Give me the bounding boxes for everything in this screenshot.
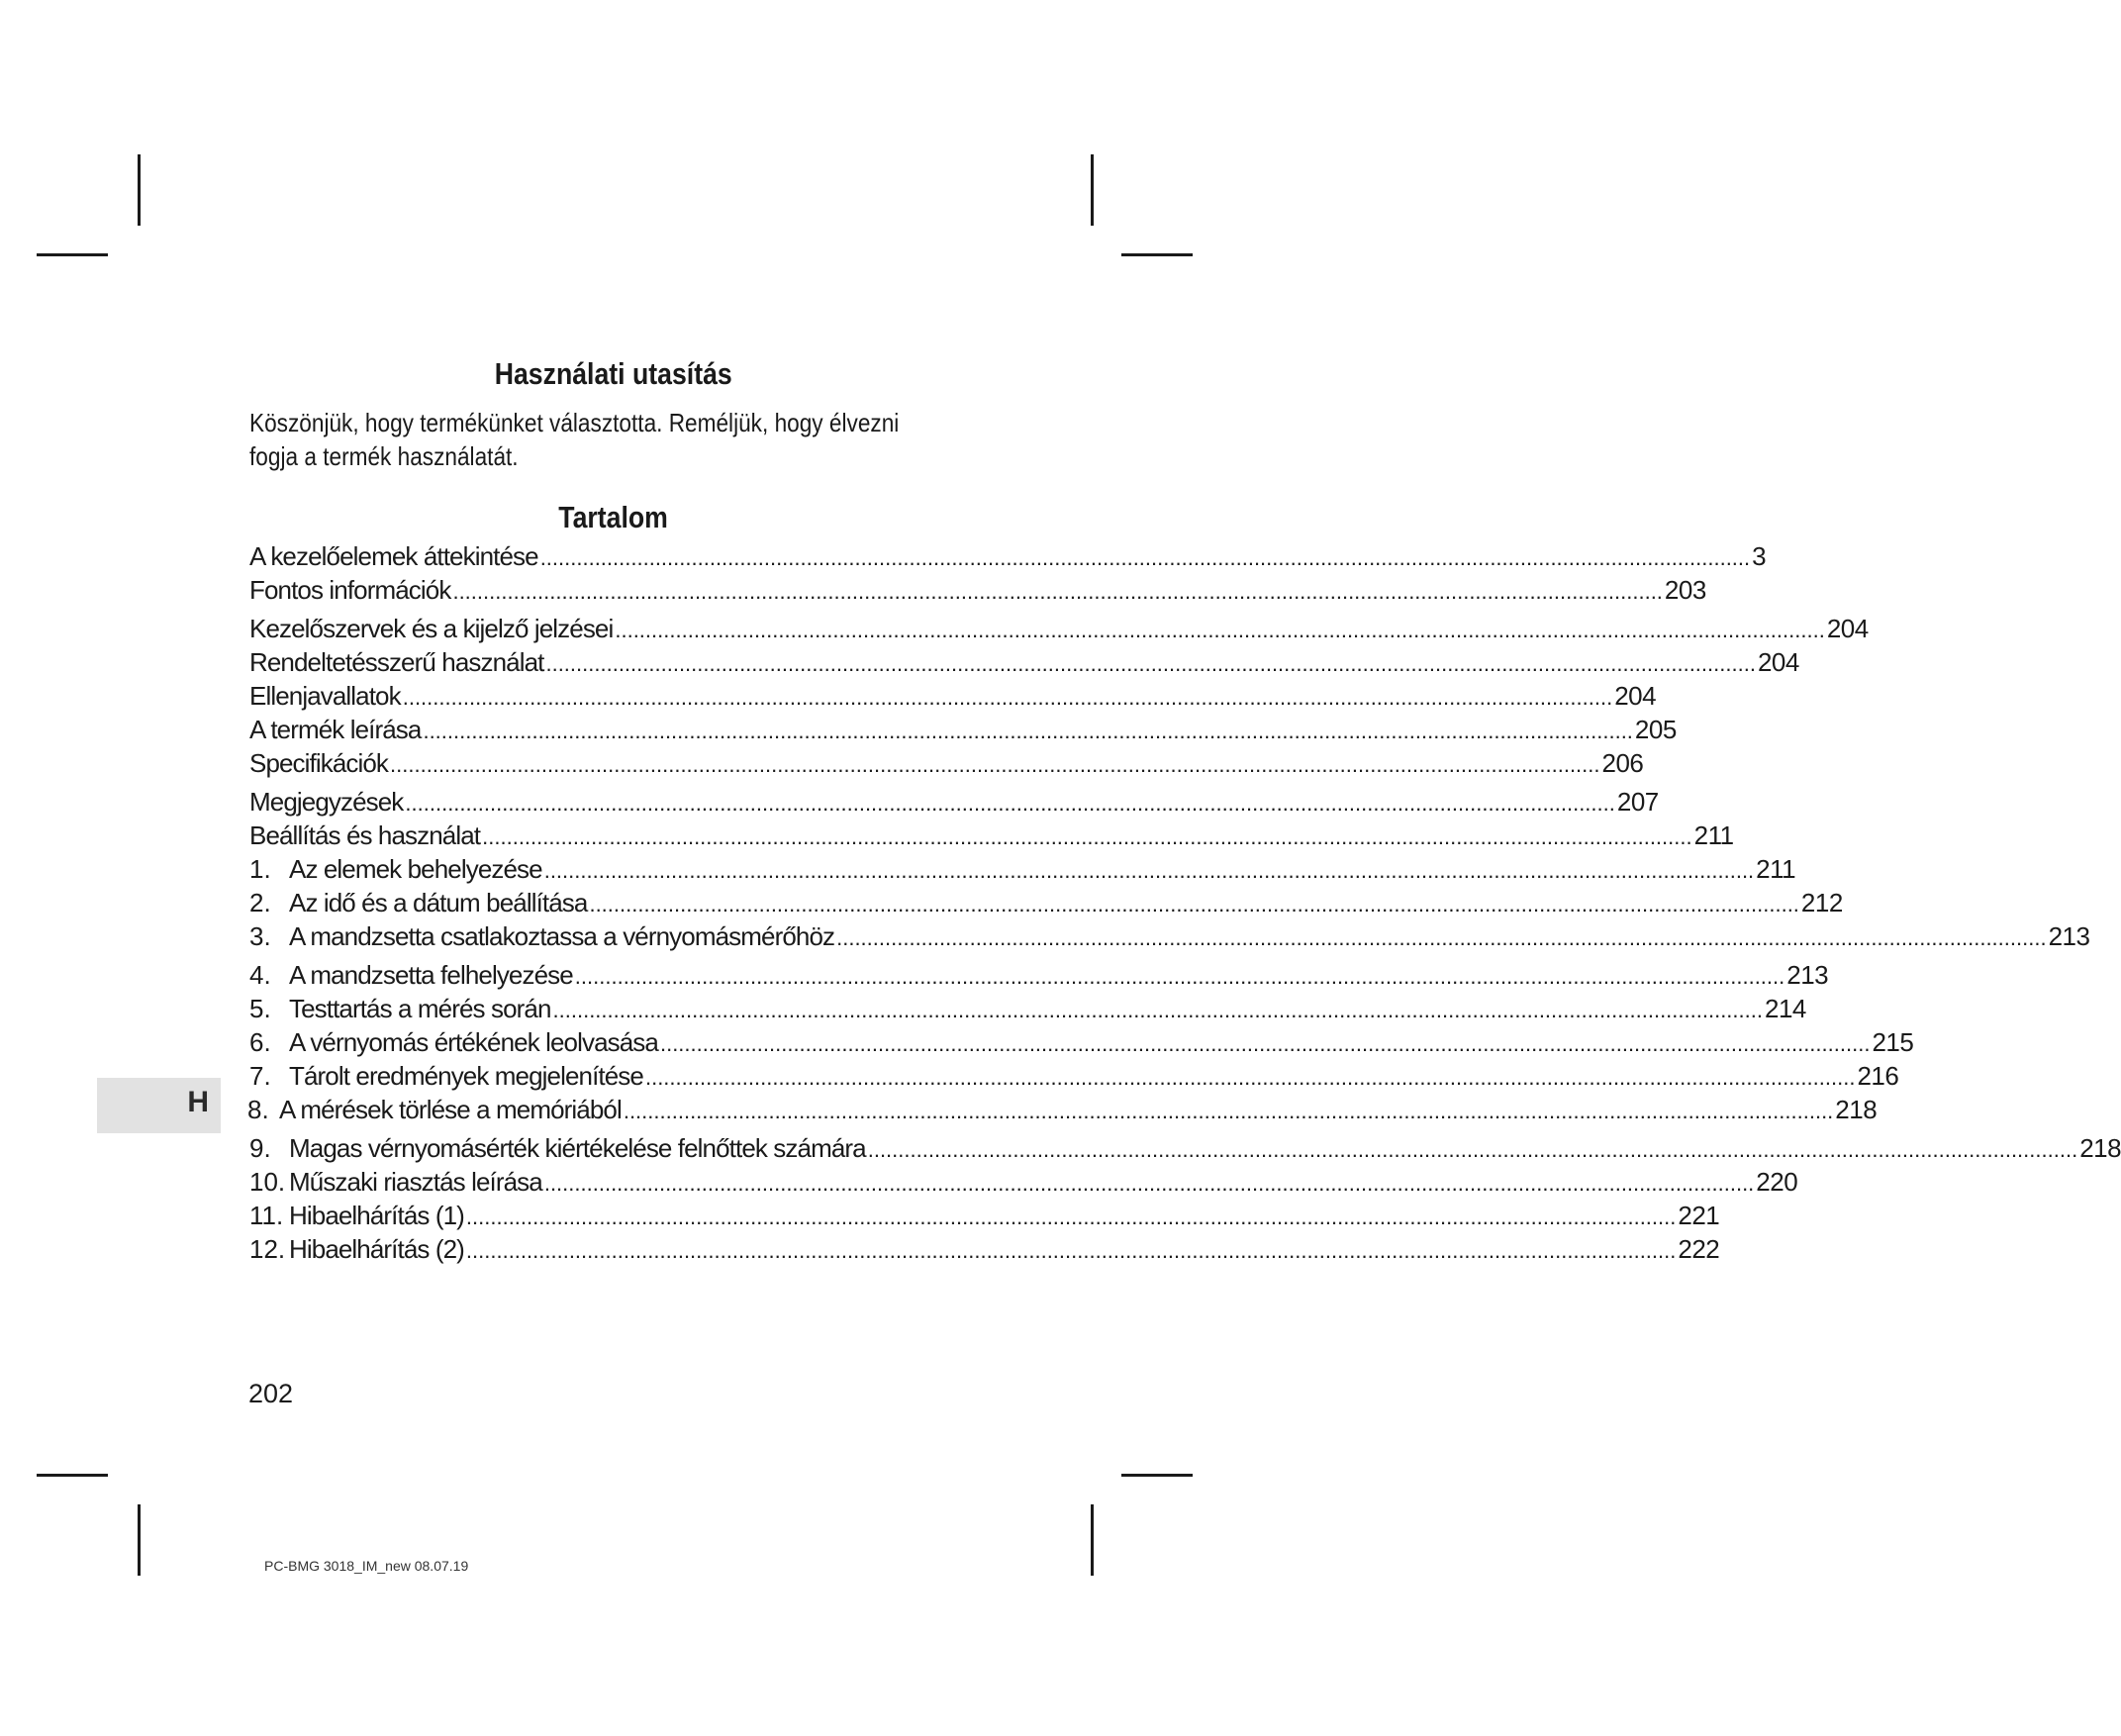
toc-entry-number: 11. [249, 1201, 284, 1230]
toc-entry[interactable] [249, 920, 2090, 952]
toc-entry-label: Rendeltetésszerű használat [249, 647, 544, 677]
crop-mark-bottom-left-horizontal [37, 1474, 108, 1477]
toc-entry[interactable] [249, 853, 1796, 885]
toc-entry-label: Az idő és a dátum beállítása [289, 888, 588, 917]
toc-entry-page: 211 [1756, 854, 1796, 884]
toc-dot-leader: ........................................................................................................................................................................................................ [405, 791, 1615, 816]
toc-entry-page: 206 [1601, 748, 1644, 778]
crop-mark-bottom-left-vertical [138, 1504, 141, 1576]
toc-entry-number: 9. [249, 1133, 271, 1163]
toc-entry-page: 3 [1752, 541, 1767, 571]
toc-entry[interactable] [249, 1132, 2121, 1164]
crop-mark-bottom-right-vertical [1091, 1504, 1094, 1576]
toc-entry-label: Kezelőszervek és a kijelző jelzései [249, 614, 614, 643]
toc-entry[interactable] [249, 1060, 1899, 1092]
toc-entry-page: 204 [1614, 681, 1657, 711]
toc-entry-label: Magas vérnyomásérték kiértékelése felnőttek számára [289, 1133, 866, 1163]
toc-entry[interactable] [249, 1233, 1720, 1265]
toc-entry-page: 204 [1757, 647, 1799, 677]
toc-entry-label: Testtartás a mérés során [289, 994, 551, 1023]
toc-entry-page: 212 [1800, 888, 1843, 917]
intro-line-2: fogja a termék használatát. [249, 441, 519, 471]
toc-entry-number: 1. [249, 854, 271, 884]
toc-dot-leader: ........................................................................................................................................................................................................ [574, 964, 1785, 989]
toc-entry[interactable] [249, 1200, 1720, 1231]
toc-entry[interactable] [249, 646, 1799, 678]
toc-entry-page: 213 [1786, 960, 1829, 990]
toc-entry-page: 215 [1872, 1027, 1914, 1057]
toc-entry-label: Fontos információk [249, 575, 451, 605]
toc-entry-label: A mérések törlése a memóriából [279, 1095, 622, 1124]
toc-entry-page: 221 [1678, 1201, 1720, 1230]
toc-entry-number: 5. [249, 994, 271, 1023]
intro-line-1: Köszönjük, hogy termékünket választotta. Reméljük, hogy élvezni [249, 408, 900, 437]
toc-dot-leader: ........................................................................................................................................................................................................ [545, 651, 1756, 676]
language-tab-label: H [187, 1086, 209, 1118]
toc-entry-number: 3. [249, 921, 271, 951]
toc-dot-leader: ........................................................................................................................................................................................................ [402, 685, 1613, 710]
language-tab [97, 1078, 221, 1133]
toc-entry-page: 216 [1857, 1061, 1899, 1091]
toc-entry-number: 12. [249, 1234, 286, 1264]
toc-entry[interactable] [249, 613, 1869, 644]
toc-entry-page: 211 [1693, 820, 1734, 850]
toc-entry-label: Beállítás és használat [249, 820, 481, 850]
toc-entry-number: 7. [249, 1061, 271, 1091]
crop-mark-bottom-right-horizontal [1121, 1474, 1193, 1477]
toc-entry[interactable] [249, 747, 1644, 779]
toc-entry-label: A vérnyomás értékének leolvasása [289, 1027, 658, 1057]
toc-dot-leader: ........................................................................................................................................................................................................ [589, 892, 1799, 916]
toc-entry-label: A termék leírása [249, 715, 422, 744]
toc-entry[interactable] [249, 786, 1659, 818]
toc-entry[interactable] [247, 1094, 1878, 1125]
toc-dot-leader: ........................................................................................................................................................................................................ [465, 1205, 1677, 1229]
toc-entry[interactable] [249, 887, 1843, 918]
toc-entry[interactable] [249, 1026, 1914, 1058]
toc-entry[interactable] [249, 1166, 1798, 1198]
page-title: Használati utasítás [494, 356, 732, 391]
toc-entry-page: 207 [1616, 787, 1659, 817]
toc-dot-leader: ........................................................................................................................................................................................................ [867, 1137, 2078, 1162]
toc-entry-number: 4. [249, 960, 271, 990]
toc-dot-leader: ........................................................................................................................................................................................................ [615, 618, 1825, 642]
toc-dot-leader: ........................................................................................................................................................................................................ [482, 824, 1692, 849]
toc-entry-page: 222 [1678, 1234, 1720, 1264]
intro-text [249, 406, 904, 473]
toc-entry-page: 218 [2079, 1133, 2121, 1163]
toc-dot-leader: ........................................................................................................................................................................................................ [644, 1065, 1856, 1090]
toc-entry-page: 213 [2048, 921, 2090, 951]
toc-entry-number: 10. [249, 1167, 286, 1197]
toc-dot-leader: ........................................................................................................................................................................................................ [423, 719, 1633, 743]
toc-entry-page: 218 [1835, 1095, 1878, 1124]
toc-entry-number: 2. [249, 888, 271, 917]
toc-entry-label: Hibaelhárítás (2) [289, 1234, 464, 1264]
toc-entry-label: A mandzsetta felhelyezése [289, 960, 573, 990]
toc-dot-leader: ........................................................................................................................................................................................................ [552, 998, 1763, 1022]
toc-dot-leader: ........................................................................................................................................................................................................ [659, 1031, 1871, 1056]
toc-entry-label: Az elemek behelyezése [289, 854, 542, 884]
toc-entry[interactable] [249, 959, 1829, 991]
toc-entry-label: Tárolt eredmények megjelenítése [289, 1061, 643, 1091]
toc-dot-leader: ........................................................................................................................................................................................................ [543, 858, 1755, 883]
crop-mark-top-right-horizontal [1121, 253, 1193, 256]
toc-entry[interactable] [249, 993, 1806, 1024]
toc-entry[interactable] [249, 680, 1657, 712]
toc-dot-leader: ........................................................................................................................................................................................................ [836, 925, 2047, 950]
print-footer: PC-BMG 3018_IM_new 08.07.19 [264, 1558, 469, 1574]
toc-entry-label: Hibaelhárítás (1) [289, 1201, 464, 1230]
toc-dot-leader: ........................................................................................................................................................................................................ [539, 545, 1751, 570]
page-number: 202 [248, 1379, 294, 1408]
toc-entry-label: Műszaki riasztás leírása [289, 1167, 542, 1197]
toc-entry[interactable] [249, 714, 1677, 745]
toc-dot-leader: ........................................................................................................................................................................................................ [452, 579, 1663, 604]
toc-title: Tartalom [558, 500, 668, 534]
toc-dot-leader: ........................................................................................................................................................................................................ [543, 1171, 1755, 1196]
toc-entry-page: 203 [1664, 575, 1706, 605]
toc-dot-leader: ........................................................................................................................................................................................................ [465, 1238, 1677, 1263]
toc-entry-label: Specifikációk [249, 748, 389, 778]
crop-mark-top-left-horizontal [37, 253, 108, 256]
toc-entry-label: Ellenjavallatok [249, 681, 401, 711]
toc-entry-page: 204 [1826, 614, 1869, 643]
toc-entry-number: 8. [247, 1095, 269, 1124]
crop-mark-top-left-vertical [138, 154, 141, 226]
toc-entry-page: 220 [1756, 1167, 1798, 1197]
toc-dot-leader: ........................................................................................................................................................................................................ [623, 1099, 1834, 1123]
toc-entry-label: Megjegyzések [249, 787, 404, 817]
toc-entry-label: A kezelőelemek áttekintése [249, 541, 538, 571]
toc-entry[interactable] [249, 540, 1767, 572]
toc-dot-leader: ........................................................................................................................................................................................................ [390, 752, 1600, 777]
toc-entry-label: A mandzsetta csatlakoztassa a vérnyomásmérőhöz [289, 921, 835, 951]
toc-entry-page: 214 [1764, 994, 1806, 1023]
crop-mark-top-right-vertical [1091, 154, 1094, 226]
toc-entry-page: 205 [1634, 715, 1677, 744]
toc-entry[interactable] [249, 574, 1706, 606]
toc-entry[interactable] [249, 820, 1734, 851]
toc-entry-number: 6. [249, 1027, 271, 1057]
